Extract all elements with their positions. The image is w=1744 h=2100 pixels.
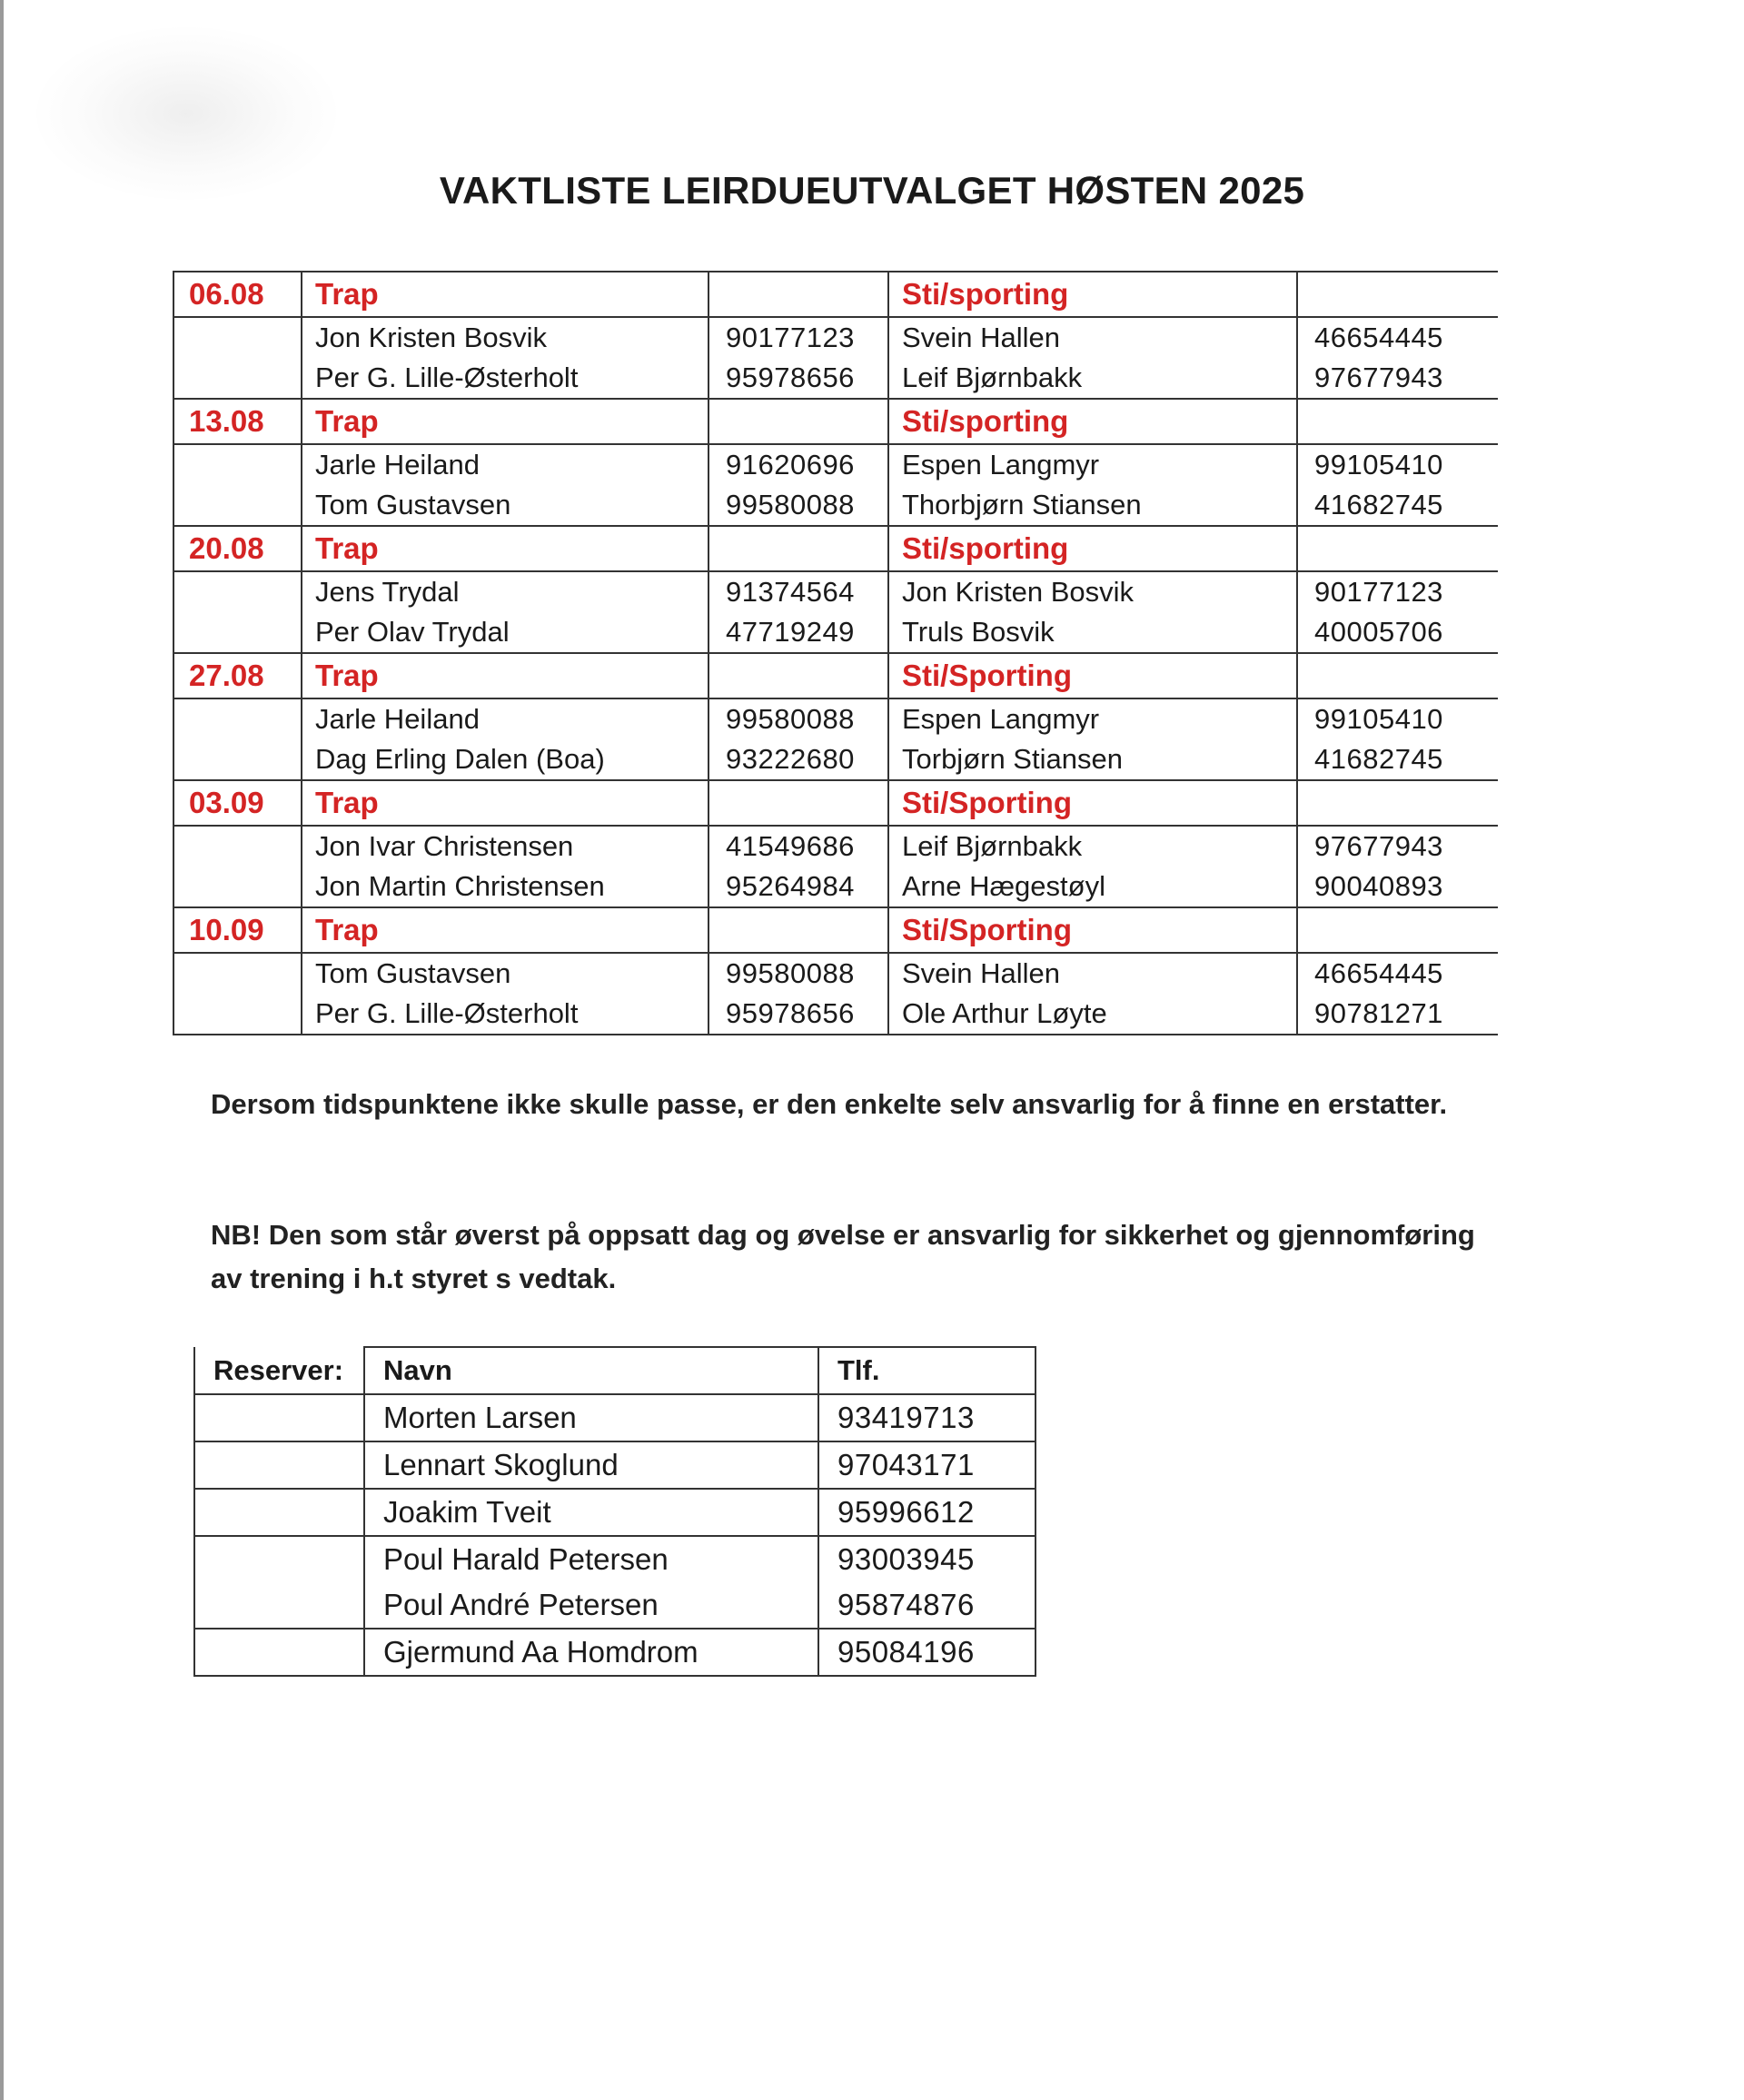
empty-cell — [1297, 653, 1498, 698]
empty-cell — [173, 571, 302, 653]
sporting-phones-line: 90781271 — [1314, 997, 1443, 1029]
trap-phones-line: 93222680 — [726, 743, 855, 775]
sporting-names-line: Thorbjørn Stiansen — [902, 489, 1142, 520]
trap-phones-line: 95264984 — [726, 870, 855, 902]
note-replacement: Dersom tidspunktene ikke skulle passe, er den enkelte selv ansvarlig for å finne en erstatter. — [211, 1088, 1448, 1120]
trap-names-line: Per G. Lille-Østerholt — [315, 362, 579, 393]
reserve-phone: 95996612 — [837, 1495, 975, 1529]
sporting-label: Sti/Sporting — [888, 653, 1297, 698]
trap-phones-line: 95978656 — [726, 362, 855, 393]
name-column-header: Navn — [364, 1347, 818, 1394]
trap-names — [302, 826, 708, 907]
sporting-names-line: Svein Hallen — [902, 322, 1061, 353]
phone-column-header: Tlf. — [818, 1347, 1036, 1394]
empty-cell — [708, 399, 888, 444]
empty-cell — [1297, 272, 1498, 317]
sporting-names — [888, 571, 1297, 653]
schedule-day-names — [173, 698, 1498, 780]
empty-cell — [194, 1536, 364, 1629]
reserve-phone-cell — [818, 1489, 1036, 1536]
reserve-phone: 95874876 — [837, 1588, 975, 1621]
sporting-phones-line: 46654445 — [1314, 322, 1443, 353]
empty-cell — [173, 698, 302, 780]
sporting-phones-line: 97677943 — [1314, 362, 1443, 393]
trap-phones-line: 41549686 — [726, 830, 855, 862]
empty-cell — [1297, 399, 1498, 444]
reserve-name-cell — [364, 1536, 818, 1629]
trap-names-line: Per G. Lille-Østerholt — [315, 997, 579, 1029]
sporting-phones-line: 40005706 — [1314, 616, 1443, 648]
trap-phones — [708, 826, 888, 907]
trap-names-line: Per Olav Trydal — [315, 616, 510, 648]
schedule-date: 10.09 — [173, 907, 302, 953]
trap-label: Trap — [302, 272, 708, 317]
sporting-names-line: Espen Langmyr — [902, 449, 1100, 480]
sporting-label: Sti/sporting — [888, 399, 1297, 444]
sporting-phones-line: 46654445 — [1314, 957, 1443, 989]
schedule-date: 13.08 — [173, 399, 302, 444]
reserve-name-cell — [364, 1489, 818, 1536]
empty-cell — [173, 317, 302, 399]
schedule-day-names — [173, 953, 1498, 1035]
sporting-phones-line: 90177123 — [1314, 576, 1443, 608]
schedule-day-header — [173, 526, 1498, 571]
schedule-date: 27.08 — [173, 653, 302, 698]
reserve-phone: 93003945 — [837, 1542, 975, 1576]
schedule-day-header — [173, 907, 1498, 953]
empty-cell — [194, 1441, 364, 1489]
sporting-phones — [1297, 444, 1498, 526]
reserve-phone-cell — [818, 1629, 1036, 1676]
reserve-name-cell — [364, 1441, 818, 1489]
reserve-row — [194, 1441, 1036, 1489]
sporting-phones — [1297, 826, 1498, 907]
schedule-day-names — [173, 444, 1498, 526]
sporting-label: Sti/Sporting — [888, 907, 1297, 953]
schedule-date: 03.09 — [173, 780, 302, 826]
reserve-row — [194, 1629, 1036, 1676]
trap-phones — [708, 953, 888, 1035]
trap-label: Trap — [302, 907, 708, 953]
reserve-phone-cell — [818, 1441, 1036, 1489]
schedule-day-names — [173, 317, 1498, 399]
schedule-day-names — [173, 571, 1498, 653]
sporting-names-line: Espen Langmyr — [902, 703, 1100, 735]
trap-names — [302, 698, 708, 780]
trap-phones-line: 95978656 — [726, 997, 855, 1029]
sporting-phones — [1297, 953, 1498, 1035]
sporting-label: Sti/sporting — [888, 526, 1297, 571]
sporting-phones — [1297, 571, 1498, 653]
empty-cell — [194, 1489, 364, 1536]
sporting-phones-line: 97677943 — [1314, 830, 1443, 862]
trap-phones-line: 91374564 — [726, 576, 855, 608]
sporting-phones — [1297, 317, 1498, 399]
trap-names-line: Tom Gustavsen — [315, 489, 511, 520]
empty-cell — [1297, 907, 1498, 953]
trap-phones — [708, 444, 888, 526]
empty-cell — [708, 272, 888, 317]
schedule-day-header — [173, 653, 1498, 698]
sporting-label: Sti/sporting — [888, 272, 1297, 317]
sporting-label: Sti/Sporting — [888, 780, 1297, 826]
reserve-phone: 95084196 — [837, 1635, 975, 1669]
trap-names-line: Jon Ivar Christensen — [315, 830, 574, 862]
trap-phones — [708, 571, 888, 653]
trap-names-line: Jon Kristen Bosvik — [315, 322, 547, 353]
sporting-phones-line: 90040893 — [1314, 870, 1443, 902]
sporting-phones-line: 99105410 — [1314, 703, 1443, 735]
reserve-name: Poul Harald Petersen — [383, 1542, 669, 1576]
trap-phones — [708, 317, 888, 399]
sporting-names-line: Ole Arthur Løyte — [902, 997, 1107, 1029]
empty-cell — [708, 653, 888, 698]
sporting-names — [888, 317, 1297, 399]
trap-phones-line: 99580088 — [726, 489, 855, 520]
reserve-phone: 93419713 — [837, 1401, 975, 1434]
trap-phones — [708, 698, 888, 780]
reserves-table — [193, 1346, 1036, 1677]
schedule-day-header — [173, 399, 1498, 444]
reserve-row — [194, 1536, 1036, 1629]
trap-phones-line: 99580088 — [726, 957, 855, 989]
reserve-phone-cell — [818, 1394, 1036, 1441]
page-title: VAKTLISTE LEIRDUEUTVALGET HØSTEN 2025 — [439, 169, 1305, 212]
trap-names-line: Tom Gustavsen — [315, 957, 511, 989]
scan-left-edge — [0, 0, 4, 2100]
reserve-row — [194, 1489, 1036, 1536]
reserves-header: Reserver: — [194, 1347, 364, 1394]
trap-names-line: Jon Martin Christensen — [315, 870, 605, 902]
empty-cell — [173, 826, 302, 907]
sporting-names — [888, 953, 1297, 1035]
empty-cell — [708, 907, 888, 953]
trap-phones-line: 90177123 — [726, 322, 855, 353]
sporting-phones-line: 99105410 — [1314, 449, 1443, 480]
reserve-name: Poul André Petersen — [383, 1588, 659, 1621]
trap-phones-line: 47719249 — [726, 616, 855, 648]
sporting-names-line: Truls Bosvik — [902, 616, 1055, 648]
sporting-names-line: Leif Bjørnbakk — [902, 362, 1083, 393]
trap-label: Trap — [302, 526, 708, 571]
schedule-day-header — [173, 272, 1498, 317]
reserve-row — [194, 1394, 1036, 1441]
trap-names — [302, 953, 708, 1035]
trap-names-line: Dag Erling Dalen (Boa) — [315, 743, 605, 775]
trap-phones-line: 91620696 — [726, 449, 855, 480]
trap-label: Trap — [302, 399, 708, 444]
sporting-phones-line: 41682745 — [1314, 489, 1443, 520]
reserve-name: Joakim Tveit — [383, 1495, 551, 1529]
schedule-day-header — [173, 780, 1498, 826]
reserve-name: Lennart Skoglund — [383, 1448, 619, 1481]
reserve-phone: 97043171 — [837, 1448, 975, 1481]
schedule-date: 06.08 — [173, 272, 302, 317]
empty-cell — [173, 953, 302, 1035]
note-safety: NB! Den som står øverst på oppsatt dag og øvelse er ansvarlig for sikkerhet og gjennomføring av trening i h.t styret s vedtak. — [211, 1219, 1475, 1294]
empty-cell — [194, 1394, 364, 1441]
trap-phones-line: 99580088 — [726, 703, 855, 735]
trap-names — [302, 317, 708, 399]
sporting-names-line: Arne Hægestøyl — [902, 870, 1105, 902]
trap-names-line: Jarle Heiland — [315, 449, 480, 480]
sporting-names-line: Torbjørn Stiansen — [902, 743, 1123, 775]
reserve-name-cell — [364, 1629, 818, 1676]
empty-cell — [708, 780, 888, 826]
trap-names — [302, 571, 708, 653]
empty-cell — [173, 444, 302, 526]
reserve-phone-cell — [818, 1536, 1036, 1629]
schedule-date: 20.08 — [173, 526, 302, 571]
schedule-day-names — [173, 826, 1498, 907]
empty-cell — [708, 526, 888, 571]
trap-label: Trap — [302, 780, 708, 826]
trap-names-line: Jarle Heiland — [315, 703, 480, 735]
empty-cell — [1297, 526, 1498, 571]
reserve-name: Morten Larsen — [383, 1401, 577, 1434]
sporting-names — [888, 444, 1297, 526]
empty-cell — [194, 1629, 364, 1676]
sporting-phones-line: 41682745 — [1314, 743, 1443, 775]
sporting-names — [888, 826, 1297, 907]
duty-schedule-table — [173, 271, 1498, 1035]
reserve-name: Gjermund Aa Homdrom — [383, 1635, 699, 1669]
sporting-names-line: Jon Kristen Bosvik — [902, 576, 1134, 608]
trap-label: Trap — [302, 653, 708, 698]
sporting-phones — [1297, 698, 1498, 780]
sporting-names — [888, 698, 1297, 780]
reserves-header-row — [194, 1347, 1036, 1394]
trap-names — [302, 444, 708, 526]
sporting-names-line: Leif Bjørnbakk — [902, 830, 1083, 862]
sporting-names-line: Svein Hallen — [902, 957, 1061, 989]
empty-cell — [1297, 780, 1498, 826]
trap-names-line: Jens Trydal — [315, 576, 460, 608]
reserve-name-cell — [364, 1394, 818, 1441]
